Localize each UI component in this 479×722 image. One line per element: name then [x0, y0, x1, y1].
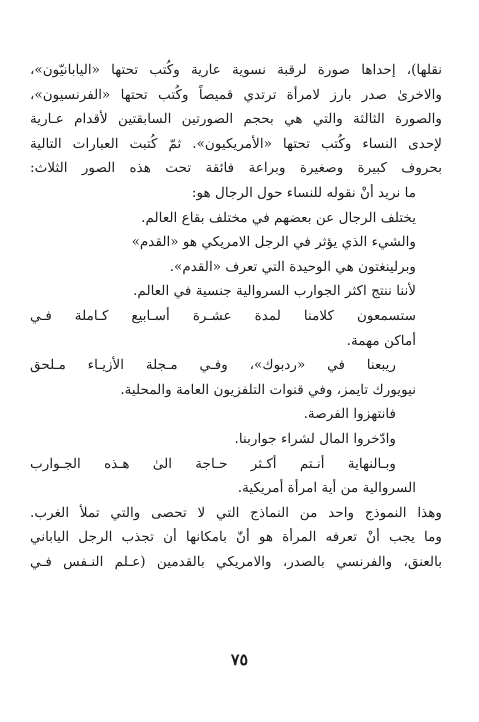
text-line: السروالية من أية امرأة أمريكية. — [237, 480, 416, 497]
text-line: أماكن مهمة. — [346, 332, 416, 349]
text-line: يختلف الرجال عن بعضهم في مختلف بقاع العالم. — [141, 209, 416, 226]
text-line: نقلها)، إحداها صورة لرقبة نسوية عارية وكُتب تحتها «اليابانيّون»، — [30, 62, 442, 78]
text-line: والشيء الذي يؤثر في الرجل الامريكي هو «القدم» — [131, 234, 416, 251]
text-line: لأننا ننتج اكثر الجوارب السروالية جنسية في العالم. — [133, 283, 416, 300]
document-body — [30, 58, 442, 574]
text-line: ستسمعون كلامنا لمدة عشـرة أسـابيع كـاملة فـي — [30, 307, 416, 324]
text-line: والاخرىٰ صدر بارز لامرأة ترتدي قميصاً وكُتب تحتها «الفرنسيون»، — [30, 86, 442, 103]
text-line: وهذا النموذج واحد من النماذج التي لا تحصى والتي تملأ الغرب. — [30, 504, 442, 521]
text-line: ما نريد أنْ نقوله للنساء حول الرجال هو: — [191, 184, 416, 201]
text-line: والصورة الثالثة والتي هي بحجم الصورتين السابقتين لأقدام عـارية — [30, 111, 442, 128]
text-line: بحروف كبيرة وصغيرة وبراعة فائقة تحت هذه الصور الثلاث: — [30, 160, 442, 177]
text-line: وبرلينغتون هي الوحيدة التي تعرف «القدم». — [169, 258, 416, 275]
text-line: بالعنق، والفرنسي بالصدر، والامريكي بالقدمين (عـلم النـفس فـي — [30, 553, 442, 570]
text-line: لإحدى النساء وكُتب تحتها «الأمريكيون». ثمّ كُتبت العبارات التالية — [30, 135, 442, 152]
text-line: وبـالنهاية أنـتم أكـثر حـاجة الىٰ هـذه الجـوارب — [30, 455, 396, 472]
text-line: وادّخروا المال لشراء جواربنا. — [234, 430, 396, 447]
text-line: وما يجب أنْ تعرفه المرأة هو أنّ بامكانها أن تجذب الرجل الياباني — [30, 529, 442, 546]
text-line: ريبعنا في «ردبوك»، وفـي مـجلة الأزيـاء مـلحق — [30, 357, 396, 374]
page-number: ٧٥ — [230, 650, 249, 669]
text-line: نيويورك تايمز، وفي قنوات التلفزيون العامة والمحلية. — [120, 381, 416, 398]
text-line: فانتهزوا الفرصة. — [303, 406, 396, 423]
